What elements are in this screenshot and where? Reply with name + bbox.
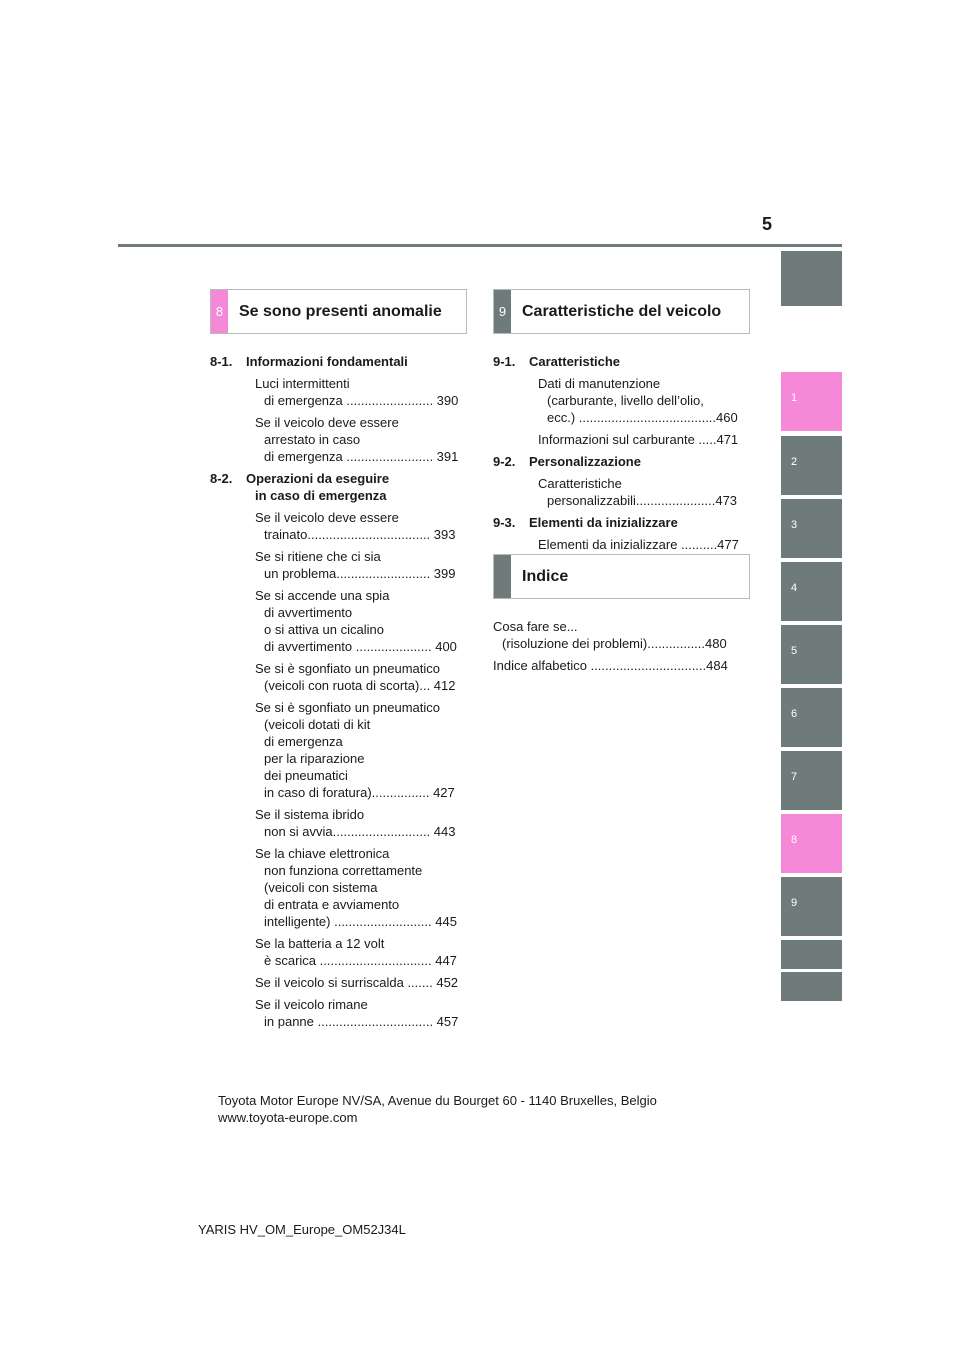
toc-entry-line: è scarica ............................... 447 [264,953,457,968]
toc-entry[interactable] [210,587,470,655]
toc-entry[interactable] [493,431,753,448]
toc-entry-line: intelligente) ........................... 445 [264,914,457,929]
toc-entry-line: di entrata e avviamento [264,897,400,912]
toc-entry[interactable] [493,475,753,509]
toc-entry[interactable] [210,375,470,409]
toc-entry-line: personalizzabili......................473 [547,493,738,508]
section-8-number: 8 [211,290,228,333]
toc-entry-line: di avvertimento [264,605,353,620]
toc-entry[interactable] [210,996,470,1030]
toc-entry-line: Indice alfabetico ................................484 [493,658,728,673]
toc-entry[interactable] [210,414,470,465]
section-8-title: Se sono presenti anomalie [239,302,442,320]
section-8-header[interactable] [210,289,467,334]
publisher-website[interactable]: www.toyota-europe.com [218,1110,358,1125]
toc-entry-line: Se il veicolo deve essere [255,510,399,525]
footer-address [218,1092,657,1126]
index-section-contents [493,618,753,679]
toc-entry-line: per la riparazione [264,751,365,766]
publisher-address: Toyota Motor Europe NV/SA, Avenue du Bourget 60 - 1140 Bruxelles, Belgio [218,1093,657,1108]
toc-entry-line: o si attiva un cicalino [264,622,384,637]
toc-entry[interactable] [210,660,470,694]
toc-entry-line: (veicoli con sistema [264,880,378,895]
toc-entry-line: Cosa fare se... [493,619,578,634]
toc-group-heading-line [210,353,470,370]
toc-entry-line: (veicoli con ruota di scorta)... 412 [264,678,456,693]
toc-entry[interactable] [210,548,470,582]
toc-entry[interactable] [210,974,470,991]
toc-entry-line: Se la batteria a 12 volt [255,936,385,951]
toc-group-title: Informazioni fondamentali [246,354,408,369]
toc-entry[interactable] [210,509,470,543]
toc-group-title: Elementi da inizializzare [529,515,678,530]
toc-entry-line: Se si è sgonfiato un pneumatico [255,700,441,715]
toc-entry-line: di emergenza ........................ 390 [264,393,459,408]
toc-group-title: Personalizzazione [529,454,641,469]
toc-group-number: 8-1. [210,354,233,369]
toc-group-heading-line [210,470,470,487]
toc-entry[interactable] [210,935,470,969]
chapter-tab-6[interactable]: 6 [781,688,842,747]
index-section-header[interactable] [493,554,750,599]
chapter-tab-3[interactable]: 3 [781,499,842,558]
toc-entry-line: dei pneumatici [264,768,348,783]
chapter-tab-blank[interactable] [781,940,842,969]
toc-entry-line: Se il sistema ibrido [255,807,365,822]
chapter-tab-1[interactable]: 1 [781,372,842,431]
toc-entry-line: (carburante, livello dell’olio, [547,393,704,408]
chapter-tab-blank[interactable] [781,972,842,1001]
chapter-tab-9[interactable]: 9 [781,877,842,936]
chapter-tab-7[interactable]: 7 [781,751,842,810]
toc-entry-line: non si avvia........................... 443 [264,824,456,839]
toc-entry-line: di avvertimento ..................... 400 [264,639,457,654]
toc-entry[interactable] [493,375,753,426]
toc-entry-line: in panne ................................ 457 [264,1014,459,1029]
toc-entry-line: trainato.................................. 393 [264,527,456,542]
chapter-tab-blank[interactable] [781,251,842,306]
toc-entry-line: (veicoli dotati di kit [264,717,371,732]
section-9-number: 9 [494,290,511,333]
index-section-title: Indice [522,567,569,585]
toc-entry-line: Se si accende una spia [255,588,390,603]
toc-entry-line: in caso di foratura)................ 427 [264,785,455,800]
toc-entry-line: Se il veicolo si surriscalda ....... 452 [255,975,459,990]
toc-group-heading-line [210,487,470,504]
chapter-tab-2[interactable]: 2 [781,436,842,495]
toc-entry[interactable] [210,806,470,840]
toc-group-title: in caso di emergenza [255,488,387,503]
toc-entry-line: Informazioni sul carburante .....471 [538,432,739,447]
chapter-tab-4[interactable]: 4 [781,562,842,621]
toc-group-heading-line [493,353,753,370]
toc-entry[interactable] [210,699,470,801]
toc-entry[interactable] [493,657,753,674]
section-9-contents [493,353,753,558]
header-rule [118,244,842,247]
chapter-tab-8[interactable]: 8 [781,814,842,873]
toc-entry-line: arrestato in caso [264,432,361,447]
toc-entry-line: Se la chiave elettronica [255,846,390,861]
toc-entry-line: di emergenza [264,734,343,749]
toc-group-number: 8-2. [210,471,233,486]
toc-group-number: 9-3. [493,515,516,530]
toc-entry-line: Se si ritiene che ci sia [255,549,381,564]
toc-group-title: Caratteristiche [529,354,621,369]
toc-entry-line: di emergenza ........................ 391 [264,449,459,464]
toc-entry-line: Luci intermittenti [255,376,350,391]
toc-entry-line: Elementi da inizializzare ..........477 [538,537,739,552]
toc-group-heading [493,353,753,370]
page-number: 5 [762,214,773,234]
toc-entry-line: Dati di manutenzione [538,376,661,391]
document-code: YARIS HV_OM_Europe_OM52J34L [198,1222,406,1237]
toc-entry-line: non funziona correttamente [264,863,423,878]
toc-entry-line: ecc.) ......................................460 [547,410,738,425]
toc-group-heading [210,353,470,370]
toc-entry[interactable] [493,536,753,553]
toc-group-heading [493,453,753,470]
toc-entry-line: un problema.......................... 399 [264,566,456,581]
toc-group-heading-line [493,514,753,531]
toc-group-number: 9-1. [493,354,516,369]
toc-group-number: 9-2. [493,454,516,469]
toc-entry-line: (risoluzione dei problemi)................480 [502,636,727,651]
toc-entry-line: Se il veicolo deve essere [255,415,399,430]
toc-entry-line: Se il veicolo rimane [255,997,368,1012]
toc-group-heading-line [493,453,753,470]
section-9-header[interactable] [493,289,750,334]
chapter-tab-5[interactable]: 5 [781,625,842,684]
toc-group-heading [210,470,470,504]
toc-entry-line: Caratteristiche [538,476,622,491]
section-8-contents [210,353,470,1035]
toc-entry[interactable] [210,845,470,930]
toc-group-title: Operazioni da eseguire [246,471,390,486]
toc-entry-line: Se si è sgonfiato un pneumatico [255,661,441,676]
section-9-title: Caratteristiche del veicolo [522,302,722,320]
toc-entry[interactable] [493,618,753,652]
toc-group-heading [493,514,753,531]
index-section-marker [494,555,511,598]
